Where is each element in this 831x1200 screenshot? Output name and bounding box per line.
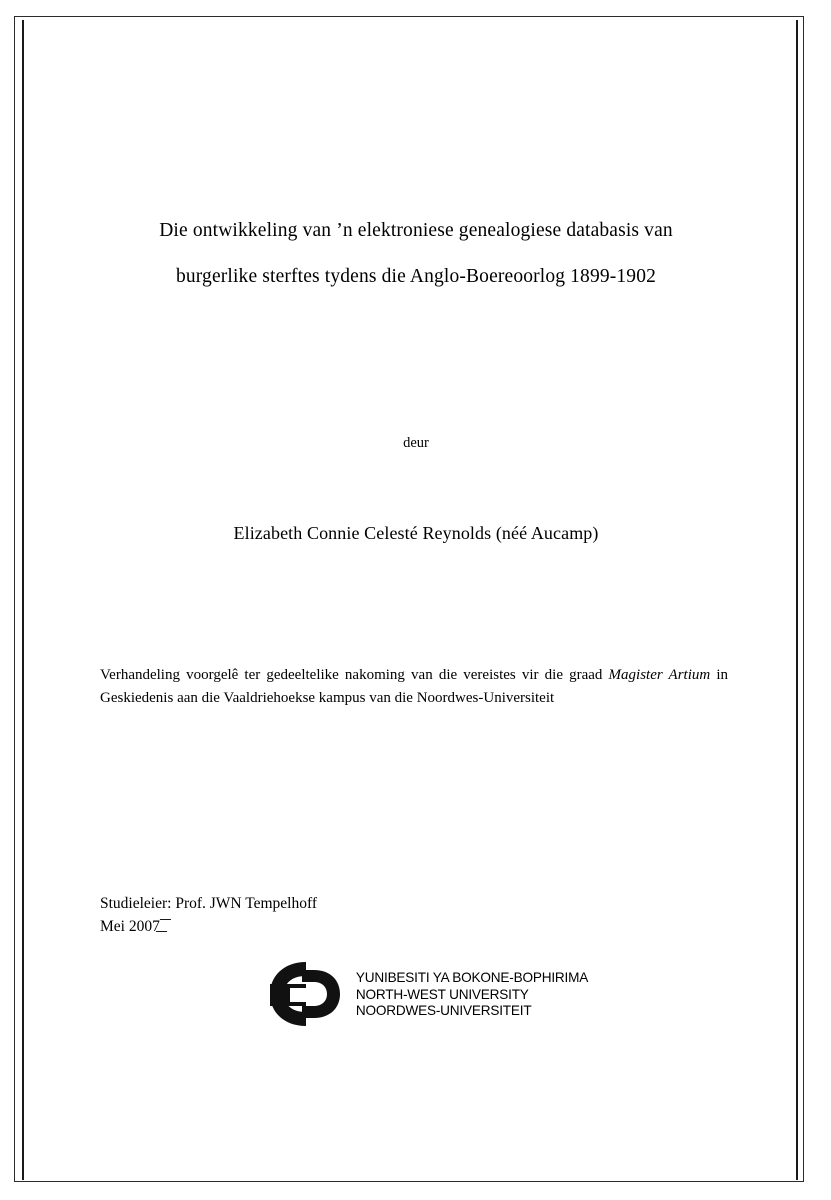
degree-statement-part-2: in Geskiedenis aan die Vaaldriehoekse kampus van die Noordwes-Universiteit (100, 667, 729, 706)
degree-statement-text (100, 664, 728, 709)
logo-text-line-3: NOORDWES-UNIVERSITEIT (355, 1003, 532, 1019)
date-line: Mei 2007 (100, 915, 160, 938)
degree-name-italic: Magister Artium (608, 667, 711, 683)
document-title (98, 208, 734, 300)
university-logo-text (356, 970, 588, 1020)
supervisor-and-date (100, 892, 600, 938)
degree-statement (100, 664, 728, 709)
byline-label: deur (403, 435, 429, 451)
document-title-line-1: Die ontwikkeling van ’n elektroniese genealogiese databasis van (159, 220, 673, 241)
page-content (98, 0, 734, 1200)
nwu-logo-icon (244, 958, 350, 1032)
supervisor-line: Studieleier: Prof. JWN Tempelhoff (100, 895, 318, 912)
logo-text-line-1: YUNIBESITI YA BOKONE-BOPHIRIMA (355, 970, 589, 986)
document-title-line-2: burgerlike sterftes tydens die Anglo-Boereoorlog 1899-1902 (175, 266, 657, 287)
logo-text-line-2: NORTH-WEST UNIVERSITY (355, 986, 529, 1002)
date-wrapper (100, 915, 600, 938)
university-logo (98, 958, 734, 1032)
author-name: Elizabeth Connie Celesté Reynolds (néé Aucamp) (233, 523, 599, 543)
degree-statement-part-1: Verhandeling voorgelê ter gedeeltelike nakoming van die vereistes vir die graad (100, 667, 609, 683)
